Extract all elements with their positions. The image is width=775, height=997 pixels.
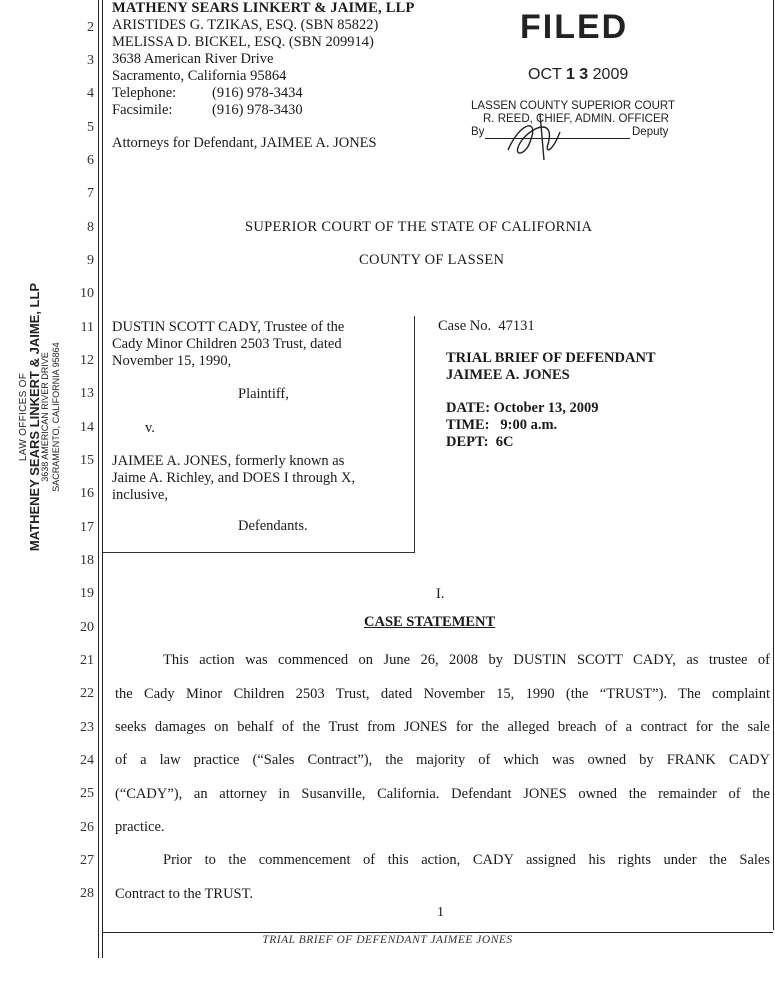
stamp-by: By bbox=[471, 126, 485, 138]
stamp-officer: R. REED, CHIEF, ADMIN. OFFICER bbox=[483, 113, 669, 125]
line-number: 22 bbox=[80, 686, 94, 701]
side-label-line1: LAW OFFICES OF bbox=[18, 372, 29, 462]
body-line: seeks damages on behalf of the Trust from JONES for the alleged breach of a contract for the sale bbox=[115, 719, 770, 735]
attorney-line: ARISTIDES G. TZIKAS, ESQ. (SBN 85822) bbox=[112, 17, 379, 33]
telephone-label: Telephone: bbox=[112, 85, 177, 101]
attorney-line: MELISSA D. BICKEL, ESQ. (SBN 209914) bbox=[112, 34, 374, 50]
line-number: 25 bbox=[80, 786, 94, 801]
line-number: 28 bbox=[80, 886, 94, 901]
document-title-line2: JAIMEE A. JONES bbox=[446, 367, 570, 383]
court-county: COUNTY OF LASSEN bbox=[359, 252, 505, 268]
time-label: TIME: bbox=[446, 417, 490, 433]
body-line: Contract to the TRUST. bbox=[115, 886, 254, 902]
court-name: SUPERIOR COURT OF THE STATE OF CALIFORNIA bbox=[245, 219, 593, 235]
address-line: 3638 American River Drive bbox=[112, 51, 274, 67]
stamp-court: LASSEN COUNTY SUPERIOR COURT bbox=[471, 100, 676, 112]
defendant-line: Jaime A. Richley, and DOES I through X, bbox=[112, 470, 356, 486]
side-label-street: 3638 AMERICAN RIVER DRIVE bbox=[40, 352, 50, 482]
filed-year: 2009 bbox=[592, 66, 629, 83]
body-line: practice. bbox=[115, 819, 165, 835]
plaintiff-role: Plaintiff, bbox=[238, 386, 289, 402]
hearing-date bbox=[446, 400, 599, 417]
line-number: 13 bbox=[80, 386, 94, 401]
line-number: 16 bbox=[80, 486, 94, 501]
filed-day: 1 3 bbox=[565, 66, 589, 83]
side-label-firm: MATHENEY SEARS LINKERT & JAIME, LLP bbox=[27, 282, 42, 552]
telephone-number: (916) 978-3434 bbox=[212, 85, 303, 101]
plaintiff-line: DUSTIN SCOTT CADY, Trustee of the bbox=[112, 319, 345, 335]
left-margin-rule bbox=[98, 0, 99, 958]
line-number: 24 bbox=[80, 753, 94, 768]
address-line: Sacramento, California 95864 bbox=[112, 68, 287, 84]
hearing-time bbox=[446, 417, 557, 434]
line-number: 2 bbox=[87, 20, 94, 35]
right-margin-rule bbox=[773, 0, 774, 930]
defendant-role: Defendants. bbox=[238, 518, 308, 534]
line-number: 8 bbox=[87, 220, 94, 235]
filed-date bbox=[528, 66, 628, 84]
line-number: 5 bbox=[87, 120, 94, 135]
section-number: I. bbox=[436, 586, 445, 602]
line-number: 17 bbox=[80, 520, 94, 535]
line-number: 4 bbox=[87, 86, 94, 101]
defendant-line: inclusive, bbox=[112, 487, 168, 503]
time-value: 9:00 a.m. bbox=[500, 417, 558, 433]
line-number: 26 bbox=[80, 820, 94, 835]
line-number: 15 bbox=[80, 453, 94, 468]
footer-rule bbox=[103, 932, 773, 933]
stamp-deputy: Deputy bbox=[632, 126, 669, 138]
line-number: 14 bbox=[80, 420, 94, 435]
side-firm-label bbox=[18, 227, 62, 607]
body-line: of a law practice (“Sales Contract”), the majority of which was owned by FRANK CADY bbox=[115, 752, 770, 768]
plaintiff-line: November 15, 1990, bbox=[112, 353, 232, 369]
date-value: October 13, 2009 bbox=[493, 400, 599, 416]
dept-value: 6C bbox=[495, 434, 514, 450]
hearing-dept bbox=[446, 434, 513, 451]
page-number: 1 bbox=[437, 905, 444, 920]
footer-title: TRIAL BRIEF OF DEFENDANT JAIMEE JONES bbox=[262, 934, 513, 946]
line-number: 10 bbox=[80, 286, 94, 301]
dept-label: DEPT: bbox=[446, 434, 489, 450]
line-number: 9 bbox=[87, 253, 94, 268]
line-number: 19 bbox=[80, 586, 94, 601]
fax-label: Facsimile: bbox=[112, 102, 173, 118]
line-number: 18 bbox=[80, 553, 94, 568]
attorneys-for: Attorneys for Defendant, JAIMEE A. JONES bbox=[112, 135, 377, 151]
line-number: 21 bbox=[80, 653, 94, 668]
date-label: DATE: bbox=[446, 400, 491, 416]
line-number: 12 bbox=[80, 353, 94, 368]
defendant-line: JAIMEE A. JONES, formerly known as bbox=[112, 453, 345, 469]
body-line: (“CADY”), an attorney in Susanville, California. Defendant JONES owned the remainder of the bbox=[115, 786, 770, 802]
body-line: Prior to the commencement of this action, CADY assigned his rights under the Sales bbox=[163, 852, 770, 868]
line-number: 7 bbox=[87, 186, 94, 201]
deputy-signature bbox=[500, 112, 580, 162]
document-title: TRIAL BRIEF OF DEFENDANT bbox=[446, 350, 656, 366]
versus: v. bbox=[145, 420, 155, 436]
filed-label: FILED bbox=[520, 8, 629, 46]
section-title: CASE STATEMENT bbox=[364, 614, 496, 630]
side-label-city: SACRAMENTO, CALIFORNIA 95864 bbox=[51, 342, 61, 492]
fax-number: (916) 978-3430 bbox=[212, 102, 303, 118]
case-number bbox=[438, 318, 535, 335]
line-number: 23 bbox=[80, 720, 94, 735]
line-number: 6 bbox=[87, 153, 94, 168]
body-line: This action was commenced on June 26, 2008 by DUSTIN SCOTT CADY, as trustee of bbox=[163, 652, 770, 668]
body-line: the Cady Minor Children 2503 Trust, dated November 15, 1990 (the “TRUST”). The complaint bbox=[115, 686, 770, 702]
line-number: 11 bbox=[80, 320, 94, 335]
firm-name: MATHENY SEARS LINKERT & JAIME, LLP bbox=[112, 0, 415, 16]
plaintiff-line: Cady Minor Children 2503 Trust, dated bbox=[112, 336, 342, 352]
line-number: 3 bbox=[87, 53, 94, 68]
case-no-label: Case No. bbox=[438, 318, 492, 334]
filed-month: OCT bbox=[528, 66, 562, 83]
case-no-value: 47131 bbox=[498, 318, 535, 334]
line-number: 20 bbox=[80, 620, 94, 635]
line-number: 27 bbox=[80, 853, 94, 868]
